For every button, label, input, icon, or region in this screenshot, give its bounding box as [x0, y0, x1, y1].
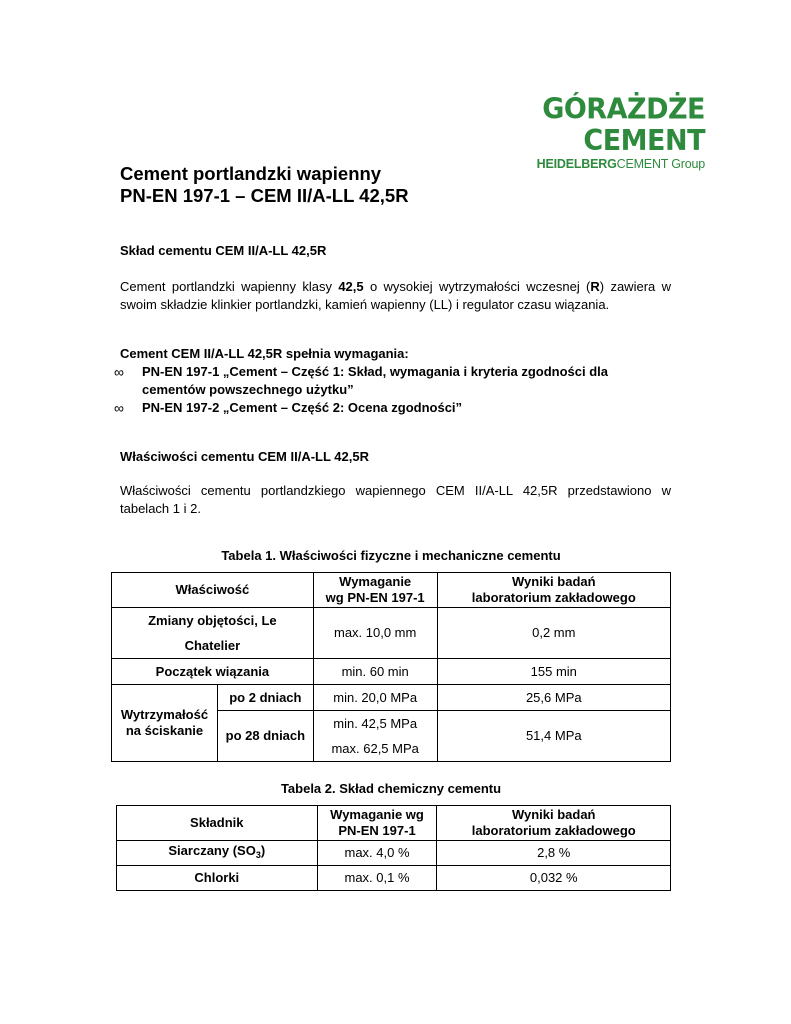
- table-row: Wytrzymałość na ściskanie po 2 dniach min. 20,0 MPa 25,6 MPa: [112, 685, 671, 711]
- list-item: ∞ PN-EN 197-1 „Cement – Część 1: Skład, wymagania i kryteria zgodności dla cementów powszechnego użytku”: [114, 364, 609, 397]
- requirements-heading: Cement CEM II/A-LL 42,5R spełnia wymagania:: [120, 346, 409, 361]
- table-row: Zmiany objętości, Le Chatelier max. 10,0 mm 0,2 mm: [112, 608, 671, 659]
- physical-properties-table: [111, 572, 671, 762]
- infinity-bullet-icon: ∞: [114, 400, 124, 416]
- infinity-bullet-icon: ∞: [114, 364, 124, 380]
- document-title: Cement portlandzki wapienny PN-EN 197-1 – CEM II/A-LL 42,5R: [120, 163, 409, 206]
- table-row: Początek wiązania min. 60 min 155 min: [112, 659, 671, 685]
- properties-paragraph: Właściwości cementu portlandzkiego wapiennego CEM II/A-LL 42,5R przedstawiono w tabelach 1 i 2.: [120, 483, 671, 516]
- table-row: Właściwość Wymaganie wg PN-EN 197-1 Wyniki badań laboratorium zakładowego: [112, 573, 671, 608]
- composition-paragraph: Cement portlandzki wapienny klasy 42,5 o wysokiej wytrzymałości wczesnej (R) zawiera w swoim składzie klinkier portlandzki, kamień wapienny (LL) i regulator czasu wiązania.: [120, 279, 671, 312]
- table2-caption: Tabela 2. Skład chemiczny cementu: [280, 781, 502, 796]
- list-item: ∞ PN-EN 197-2 „Cement – Część 2: Ocena zgodności”: [114, 400, 463, 416]
- requirements-block: [114, 345, 671, 417]
- composition-heading: Skład cementu CEM II/A-LL 42,5R: [120, 243, 327, 258]
- company-logo: [435, 93, 705, 171]
- logo-main-text: GÓRAŻDŻE CEMENT: [542, 93, 705, 158]
- table1-caption: Tabela 1. Właściwości fizyczne i mechaniczne cementu: [221, 548, 561, 563]
- table-row: Chlorki max. 0,1 % 0,032 %: [117, 866, 671, 891]
- chemical-composition-table: [116, 805, 671, 891]
- table-row: Siarczany $(SO_3)$ max. 4,0 % 2,8 %: [117, 841, 671, 866]
- properties-heading: Właściwości cementu CEM II/A-LL 42,5R: [120, 449, 369, 464]
- table-row: Składnik Wymaganie wg PN-EN 197-1 Wyniki badań laboratorium zakładowego: [117, 806, 671, 841]
- table-row: po 28 dniach min. 42,5 MPa max. 62,5 MPa 51,4 MPa: [112, 711, 671, 762]
- logo-sub-text: HEIDELBERGCEMENT Group: [536, 157, 705, 171]
